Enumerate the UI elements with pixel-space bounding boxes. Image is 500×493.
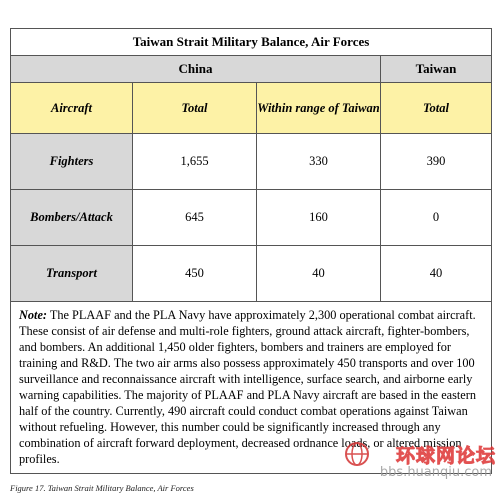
figure-caption: Figure 17. Taiwan Strait Military Balance, Air Forces bbox=[10, 483, 194, 493]
within-range-value: 40 bbox=[257, 246, 381, 302]
group-header-china: China bbox=[11, 56, 381, 83]
watermark-url: bbs.huanqiu.com bbox=[379, 465, 492, 480]
china-total-value: 450 bbox=[133, 246, 257, 302]
row-label: Bombers/Attack bbox=[11, 190, 133, 246]
row-label: Transport bbox=[11, 246, 133, 302]
row-label: Fighters bbox=[11, 134, 133, 190]
watermark-text: 环球网论坛 bbox=[395, 445, 496, 467]
table-row bbox=[11, 190, 492, 246]
within-range-value: 160 bbox=[257, 190, 381, 246]
taiwan-total-value: 40 bbox=[381, 246, 492, 302]
china-total-value: 645 bbox=[133, 190, 257, 246]
table-row bbox=[11, 246, 492, 302]
column-header-taiwan-total: Total bbox=[381, 83, 492, 134]
china-total-value: 1,655 bbox=[133, 134, 257, 190]
watermark bbox=[336, 441, 496, 487]
column-header-china-total: Total bbox=[133, 83, 257, 134]
note-text: The PLAAF and the PLA Navy have approximately 2,300 operational combat aircraft. These consist of air defense and multi-role fighters, ground attack aircraft, fighter-bombers, and bombers. An additional 1,450 older fighters, bombers and trainers are employed for training and R&D. The two air arms also possess approximately 450 transports and over 100 surveillance and reconnaissance aircraft with intelligence, surface search, and airborne early warning capabilities. The majority of PLAAF and PLA Navy aircraft are based in the eastern half of the country. Currently, 490 aircraft could conduct combat operations against Taiwan without refueling. However, this number could be significantly increased through any combination of aircraft forward deployment, decreased ordnance loads, or altered mission profiles. bbox=[19, 308, 477, 466]
column-header-within-range: Within range of Taiwan bbox=[257, 83, 381, 134]
globe-logo-icon bbox=[344, 441, 370, 467]
table-title: Taiwan Strait Military Balance, Air Forces bbox=[11, 29, 492, 56]
air-forces-table bbox=[10, 28, 492, 474]
taiwan-total-value: 390 bbox=[381, 134, 492, 190]
column-header-aircraft: Aircraft bbox=[11, 83, 133, 134]
group-header-taiwan: Taiwan bbox=[381, 56, 492, 83]
table-row bbox=[11, 134, 492, 190]
within-range-value: 330 bbox=[257, 134, 381, 190]
taiwan-total-value: 0 bbox=[381, 190, 492, 246]
note-label: Note: bbox=[19, 308, 47, 322]
